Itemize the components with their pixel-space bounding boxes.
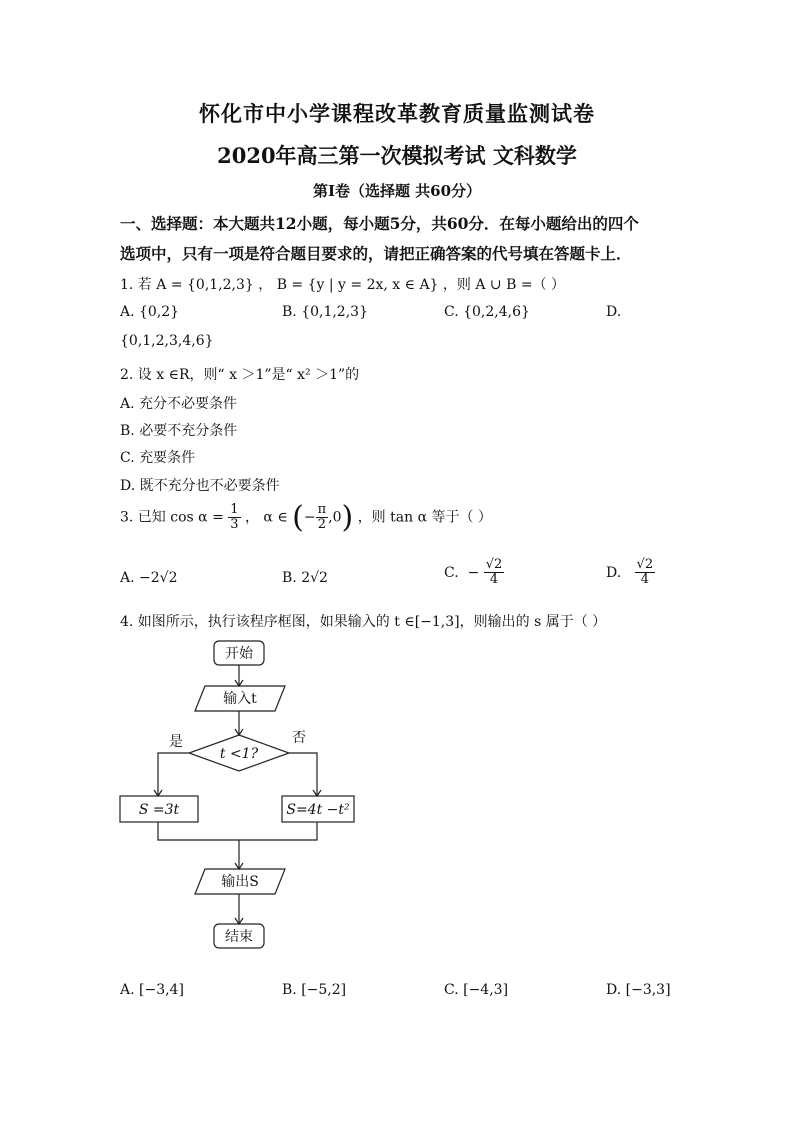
q3-option-d-label: D. (606, 564, 622, 581)
flow-left-label: S =3t (138, 802, 180, 818)
q3-interval-close: ) (341, 500, 354, 535)
q2-option-a: A. 充分不必要条件 (120, 396, 238, 412)
q4-option-d: D. [−3,3] (606, 982, 671, 998)
q2-stem: 2. 设 x ∈R，则“ x ＞1”是“ x² ＞1”的 (120, 367, 360, 383)
q3-option-c-num: √2 (485, 557, 503, 572)
q3-option-d (606, 558, 655, 588)
q4-option-a: A. [−3,4] (120, 982, 184, 998)
q3-interval-open: ( (292, 500, 304, 535)
flow-decision-label: t <1? (219, 746, 259, 762)
q3-option-c-den: 4 (489, 572, 499, 588)
q4-stem: 4. 如图所示，执行该程序框图，如果输入的 t ∈[−1,3]，则输出的 s 属于（ ） (120, 614, 607, 630)
section-instructions-line2: 选项中，只有一项是符合题目要求的，请把正确答案的代号填在答题卡上． (120, 244, 632, 263)
flow-no-label: 否 (292, 730, 306, 746)
q3-option-c-frac (484, 558, 505, 588)
q3-fraction-den: 3 (230, 517, 239, 532)
q3-option-d-num: √2 (636, 557, 654, 572)
q3-fraction (228, 503, 240, 533)
section-instructions-line1: 一、选择题：本大题共12小题，每小题5分，共60分．在每小题给出的四个 (120, 214, 639, 233)
q3-interval-frac (316, 503, 329, 533)
q2-option-b: B. 必要不充分条件 (120, 423, 238, 439)
section-heading: 第Ⅰ卷（选择题 共60分） (312, 182, 482, 200)
exam-title: 怀化市中小学课程改革教育质量监测试卷 (199, 101, 595, 126)
q1-option-a: A. {0,2} (120, 304, 180, 320)
q2-option-d: D. 既不充分也不必要条件 (120, 478, 280, 494)
q1-option-c: C. {0,2,4,6} (444, 304, 530, 320)
q4-option-b: B. [−5,2] (282, 982, 347, 998)
q3-option-b: B. 2√2 (282, 570, 328, 586)
q3-stem-part3: ，则 tan α 等于（ ） (357, 509, 492, 526)
q3-stem: 3. 已知 cos α = $\frac{1}{3}$ ， α ∈ (− $\frac{\pi}{2}$ ,0) ，则 tan α 等于（ ） (120, 500, 492, 535)
q3-option-c: C. − $\frac{√2}{4}$ (444, 557, 503, 588)
q3-option-c-label: C. (444, 564, 459, 581)
q1-option-b: B. {0,1,2,3} (282, 304, 368, 320)
q3-interval-num: π (317, 501, 327, 517)
q3-option-a: A. −2√2 (120, 570, 178, 586)
q4-flowchart (110, 635, 370, 955)
q3-stem-part1: 3. 已知 cos α = (120, 509, 224, 526)
exam-subtitle: 2020年高三第一次模拟考试 文科数学 (217, 143, 577, 168)
q1-option-d: D. (606, 304, 622, 320)
flow-start-label: 开始 (225, 646, 253, 662)
q3-option-d-den: 4 (640, 572, 649, 588)
q2-option-c: C. 充要条件 (120, 450, 196, 466)
flow-output-label: 输出S (221, 874, 259, 890)
flow-end-label: 结束 (225, 929, 253, 945)
q3-option-d-frac (635, 558, 656, 588)
q3-interval-den: 2 (317, 517, 327, 532)
flow-right-label: S=4t −t² (286, 802, 350, 818)
q1-stem: 1. 若 A = {0,1,2,3} ， B = {y | y = 2x, x ∈ A} ，则 A ∪ B =（ ） (120, 277, 566, 293)
flow-input-label: 输入t (223, 691, 257, 707)
q4-option-c: C. [−4,3] (444, 982, 509, 998)
flow-yes-label: 是 (169, 734, 183, 750)
q3-fraction-num: 1 (230, 501, 239, 517)
q1-option-d-value: {0,1,2,3,4,6} (120, 333, 214, 349)
q3-stem-part2: ， α ∈ (244, 509, 288, 526)
